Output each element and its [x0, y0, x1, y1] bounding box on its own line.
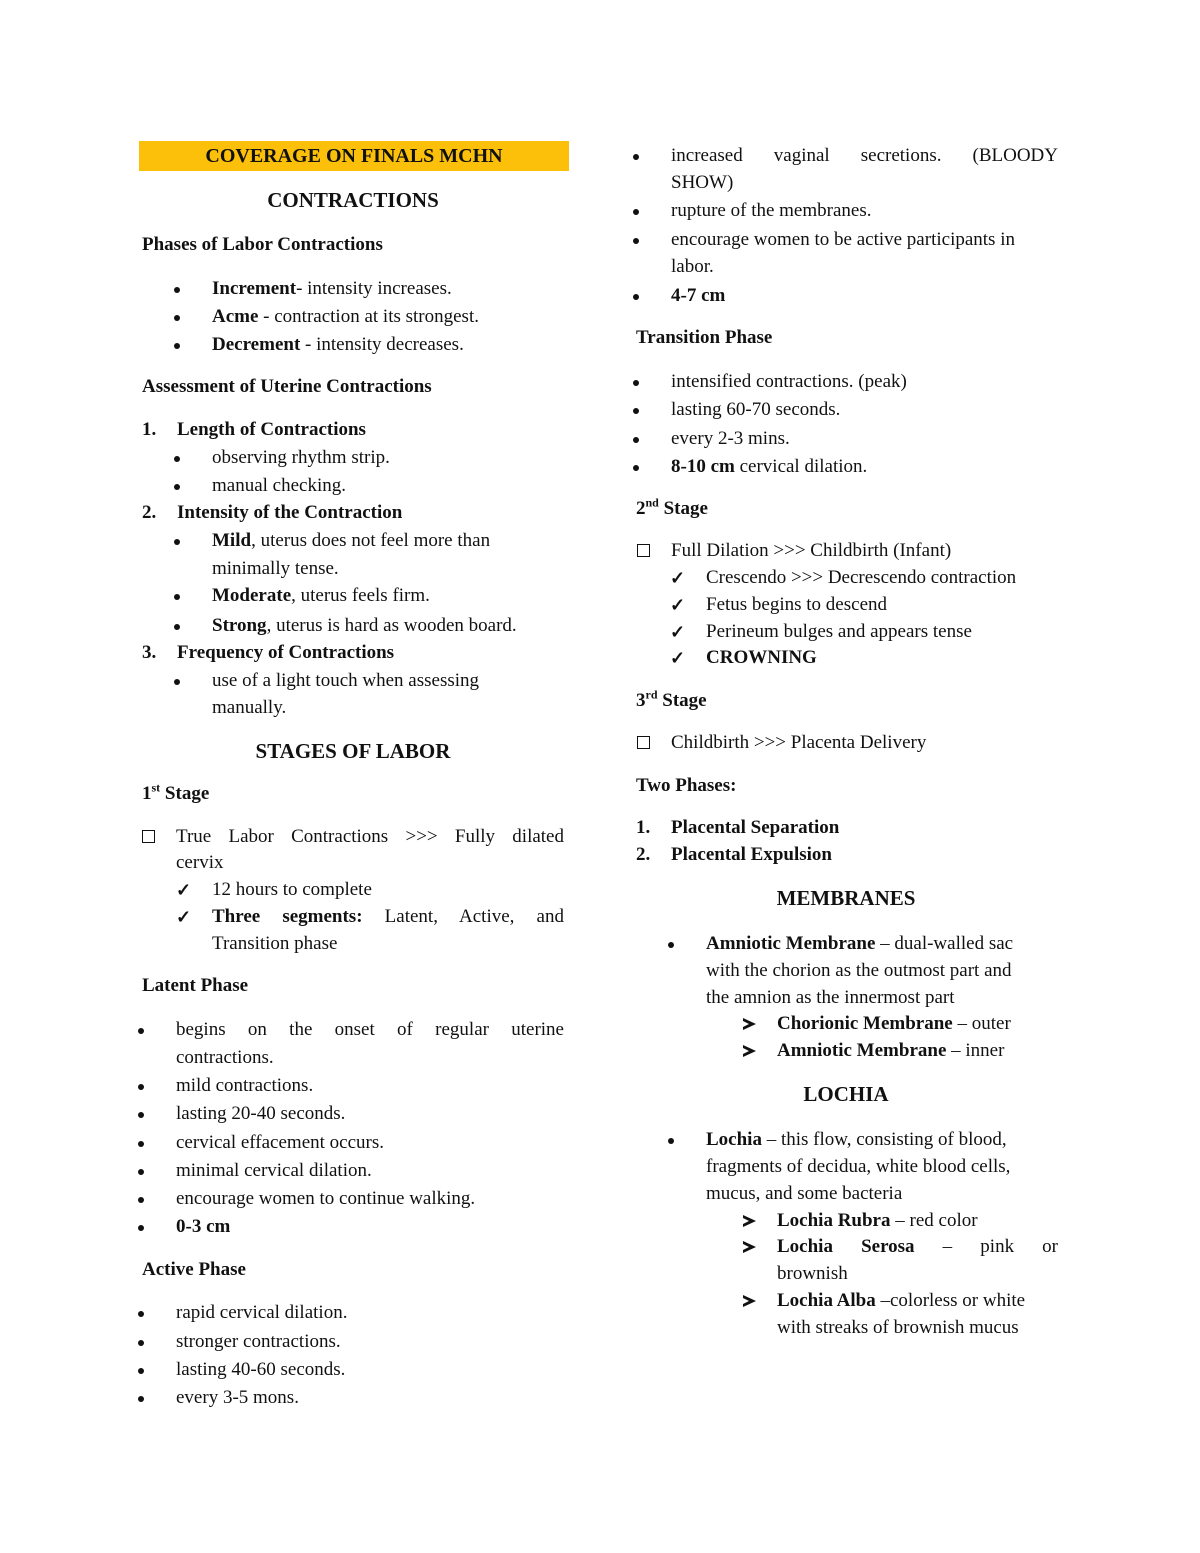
list-item-cont: labor.	[671, 256, 714, 277]
list-item: increased vaginal secretions. (BLOODY	[671, 145, 1058, 166]
assessment-item: 2. Intensity of the Contraction	[142, 502, 403, 523]
list-item: lasting 60-70 seconds.	[671, 399, 841, 420]
contractions-title: CONTRACTIONS	[267, 188, 439, 212]
list-item-cont: with the chorion as the outmost part and	[706, 960, 1012, 981]
list-item: 0-3 cm	[176, 1216, 231, 1237]
list-item: intensified contractions. (peak)	[671, 371, 907, 392]
two-phases-heading: Two Phases:	[636, 775, 737, 796]
check-item: ✓ CROWNING	[706, 647, 817, 669]
list-item-cont: minimally tense.	[212, 558, 339, 579]
list-item-cont: fragments of decidua, white blood cells,	[706, 1156, 1011, 1177]
stage1-box-item: True Labor Contractions >>> Fully dilated	[176, 826, 564, 847]
membranes-title: MEMBRANES	[776, 886, 916, 910]
stage3-box-item: Childbirth >>> Placenta Delivery	[671, 732, 927, 753]
sub-item: Amniotic Membrane – inner	[777, 1040, 1005, 1061]
list-item-cont: the amnion as the innermost part	[706, 987, 955, 1008]
list-item-cont: SHOW)	[671, 172, 734, 193]
latent-heading: Latent Phase	[142, 975, 249, 996]
active-heading: Active Phase	[142, 1259, 246, 1280]
list-item: lasting 40-60 seconds.	[176, 1359, 346, 1380]
assessment-item: 1. Length of Contractions	[142, 419, 366, 440]
stage1-heading: 1st Stage	[142, 780, 210, 804]
coverage-banner: COVERAGE ON FINALS MCHN	[139, 141, 569, 171]
sub-item-cont: brownish	[777, 1263, 848, 1284]
phase-item: Increment- intensity increases.	[212, 278, 452, 299]
list-item: minimal cervical dilation.	[176, 1160, 372, 1181]
stage2-box-item: Full Dilation >>> Childbirth (Infant)	[671, 540, 952, 561]
list-item: manual checking.	[212, 475, 347, 496]
check-item: ✓ Fetus begins to descend	[706, 594, 887, 616]
sub-item: Lochia Alba –colorless or white	[777, 1290, 1026, 1311]
list-item: use of a light touch when assessing	[212, 670, 480, 691]
list-item-cont: contractions.	[176, 1047, 274, 1068]
stage1-box-cont: cervix	[176, 852, 224, 873]
list-item: lasting 20-40 seconds.	[176, 1103, 346, 1124]
stages-title: STAGES OF LABOR	[255, 739, 451, 763]
list-item-cont: mucus, and some bacteria	[706, 1183, 903, 1204]
list-item: stronger contractions.	[176, 1331, 341, 1352]
list-item: Amniotic Membrane – dual-walled sac	[706, 933, 1014, 954]
phase-number-item: 2. Placental Expulsion	[636, 844, 832, 865]
list-item: cervical effacement occurs.	[176, 1132, 384, 1153]
list-item: observing rhythm strip.	[212, 447, 390, 468]
check-item: ✓ Crescendo >>> Decrescendo contraction	[706, 567, 1016, 589]
phase-item: Acme - contraction at its strongest.	[212, 306, 479, 327]
assessment-item: 3. Frequency of Contractions	[142, 642, 395, 663]
list-item: Strong, uterus is hard as wooden board.	[212, 615, 517, 636]
assessment-heading: Assessment of Uterine Contractions	[142, 376, 432, 397]
list-item: begins on the onset of regular uterine	[176, 1019, 564, 1040]
check-item: ✓ Perineum bulges and appears tense	[706, 621, 972, 643]
list-item: 4-7 cm	[671, 285, 726, 306]
lochia-title: LOCHIA	[803, 1082, 889, 1106]
stage2-heading: 2nd Stage	[636, 495, 708, 519]
list-item: Moderate, uterus feels firm.	[212, 585, 430, 606]
list-item: encourage women to continue walking.	[176, 1188, 476, 1209]
list-item-cont: manually.	[212, 697, 287, 718]
check-item: ✓ Three segments: Latent, Active, and	[212, 906, 564, 928]
phase-number-item: 1. Placental Separation	[636, 817, 840, 838]
transition-heading: Transition Phase	[636, 327, 773, 348]
phase-item: Decrement - intensity decreases.	[212, 334, 464, 355]
list-item: Mild, uterus does not feel more than	[212, 530, 491, 551]
sub-item: Lochia Serosa – pink or	[777, 1236, 1059, 1257]
list-item: Lochia – this flow, consisting of blood,	[706, 1129, 1007, 1150]
list-item: 8-10 cm cervical dilation.	[671, 456, 868, 477]
check-item: ✓ 12 hours to complete	[212, 879, 372, 901]
list-item: encourage women to be active participants in	[671, 229, 1015, 250]
sub-item: Chorionic Membrane – outer	[777, 1013, 1011, 1034]
list-item: rupture of the membranes.	[671, 200, 872, 221]
sub-item-cont: with streaks of brownish mucus	[777, 1317, 1019, 1338]
list-item: mild contractions.	[176, 1075, 314, 1096]
list-item: rapid cervical dilation.	[176, 1302, 348, 1323]
phases-heading: Phases of Labor Contractions	[142, 234, 383, 255]
stage3-heading: 3rd Stage	[636, 687, 707, 711]
check-item-cont: Transition phase	[212, 933, 338, 954]
sub-item: Lochia Rubra – red color	[777, 1210, 978, 1231]
list-item: every 3-5 mons.	[176, 1387, 299, 1408]
list-item: every 2-3 mins.	[671, 428, 790, 449]
